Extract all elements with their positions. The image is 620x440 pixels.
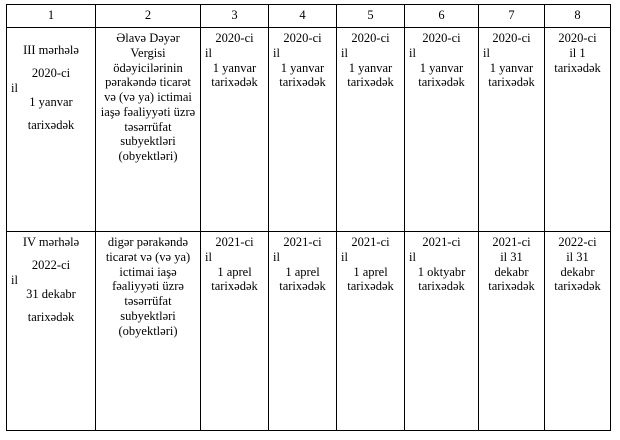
deadline-until: tarixədək bbox=[279, 279, 326, 294]
deadline-until: tarixədək bbox=[279, 75, 326, 90]
column-header-8: 8 bbox=[545, 5, 611, 28]
stage-cell bbox=[7, 232, 96, 431]
deadline-year: 2020-ci bbox=[351, 31, 390, 45]
deadline-cell-8 bbox=[545, 28, 611, 232]
deadline-il: il bbox=[341, 249, 348, 264]
deadline-date: dekabr bbox=[494, 264, 529, 279]
deadline-il: il 1 bbox=[569, 45, 586, 60]
deadline-date: 1 yanvar bbox=[489, 60, 534, 75]
deadline-until: tarixədək bbox=[554, 279, 601, 294]
column-header-6: 6 bbox=[405, 5, 479, 28]
deadline-il: il bbox=[483, 45, 490, 60]
deadline-year: 2021-ci bbox=[422, 235, 461, 249]
deadline-cell-7 bbox=[479, 232, 545, 431]
deadline-date: 1 oktyabr bbox=[417, 264, 466, 279]
deadline-il: il bbox=[273, 249, 280, 264]
stage-cell bbox=[7, 28, 96, 232]
column-header-1: 1 bbox=[7, 5, 96, 28]
deadline-cell-7 bbox=[479, 28, 545, 232]
deadline-until: tarixədək bbox=[418, 279, 465, 294]
deadline-date: 1 yanvar bbox=[419, 60, 464, 75]
table-body bbox=[7, 28, 611, 431]
deadline-year: 2021-ci bbox=[351, 235, 390, 249]
column-header-3: 3 bbox=[201, 5, 269, 28]
deadline-il: il 31 bbox=[500, 249, 523, 264]
deadline-cell-4 bbox=[269, 28, 337, 232]
deadline-year: 2021-ci bbox=[492, 235, 531, 249]
stage-il: il bbox=[11, 80, 18, 95]
deadline-il: il bbox=[205, 249, 212, 264]
stages-table bbox=[6, 4, 611, 431]
stage-year: 2020-ci bbox=[31, 65, 71, 80]
deadline-date: 1 yanvar bbox=[280, 60, 325, 75]
deadline-year: 2021-ci bbox=[283, 235, 322, 249]
deadline-cell-3 bbox=[201, 28, 269, 232]
deadline-date: 1 aprel bbox=[217, 264, 252, 279]
deadline-date: 1 aprel bbox=[353, 264, 388, 279]
deadline-cell-5 bbox=[337, 28, 405, 232]
column-header-7: 7 bbox=[479, 5, 545, 28]
stage-date: 31 dekabr bbox=[26, 287, 76, 302]
stage-description: digər pərakəndə ticarət və (və ya) ictimai iaşə fəaliyyəti üzrə təsərrüfat subyektləri (obyektləri) bbox=[96, 232, 201, 431]
deadline-year: 2020-ci bbox=[283, 31, 322, 45]
stage-name: IV mərhələ bbox=[22, 235, 80, 249]
deadline-year: 2021-ci bbox=[215, 235, 254, 249]
deadline-cell-3 bbox=[201, 232, 269, 431]
stage-year: 2022-ci bbox=[31, 257, 71, 272]
deadline-until: tarixədək bbox=[488, 75, 535, 90]
deadline-date: dekabr bbox=[560, 264, 595, 279]
stage-until: tarixədək bbox=[27, 118, 75, 132]
deadline-il: il bbox=[273, 45, 280, 60]
table-header-row bbox=[7, 5, 611, 28]
deadline-year: 2020-ci bbox=[558, 31, 597, 45]
deadline-cell-4 bbox=[269, 232, 337, 431]
deadline-year: 2022-ci bbox=[558, 235, 597, 249]
deadline-il: il bbox=[205, 45, 212, 60]
table-header bbox=[7, 5, 611, 28]
deadline-date: 1 yanvar bbox=[212, 60, 257, 75]
deadline-il: il bbox=[341, 45, 348, 60]
deadline-cell-6 bbox=[405, 232, 479, 431]
deadline-until: tarixədək bbox=[554, 60, 601, 75]
deadline-year: 2020-ci bbox=[215, 31, 254, 45]
deadline-cell-5 bbox=[337, 232, 405, 431]
table-row bbox=[7, 28, 611, 232]
deadline-until: tarixədək bbox=[488, 279, 535, 294]
deadline-year: 2020-ci bbox=[422, 31, 461, 45]
column-header-5: 5 bbox=[337, 5, 405, 28]
deadline-until: tarixədək bbox=[211, 75, 258, 90]
stage-until: tarixədək bbox=[27, 310, 75, 324]
deadline-cell-6 bbox=[405, 28, 479, 232]
stage-name: III mərhələ bbox=[23, 43, 79, 57]
deadline-cell-8 bbox=[545, 232, 611, 431]
deadline-until: tarixədək bbox=[418, 75, 465, 90]
deadline-until: tarixədək bbox=[347, 279, 394, 294]
column-header-2: 2 bbox=[96, 5, 201, 28]
deadline-date: 1 yanvar bbox=[348, 60, 393, 75]
deadline-il: il bbox=[409, 249, 416, 264]
column-header-4: 4 bbox=[269, 5, 337, 28]
deadline-until: tarixədək bbox=[347, 75, 394, 90]
deadline-year: 2020-ci bbox=[492, 31, 531, 45]
table-row bbox=[7, 232, 611, 431]
deadline-il: il 31 bbox=[566, 249, 589, 264]
deadline-until: tarixədək bbox=[211, 279, 258, 294]
stage-il: il bbox=[11, 272, 18, 287]
deadline-date: 1 aprel bbox=[285, 264, 320, 279]
stage-description: Əlavə Dəyər Vergisi ödəyicilərinin pərakəndə ticarət və (və ya) ictimai iaşə fəaliyyəti üzrə təsərrüfat subyektləri (obyektləri) bbox=[96, 28, 201, 232]
document-page bbox=[0, 4, 620, 440]
stage-date: 1 yanvar bbox=[29, 95, 73, 110]
deadline-il: il bbox=[409, 45, 416, 60]
